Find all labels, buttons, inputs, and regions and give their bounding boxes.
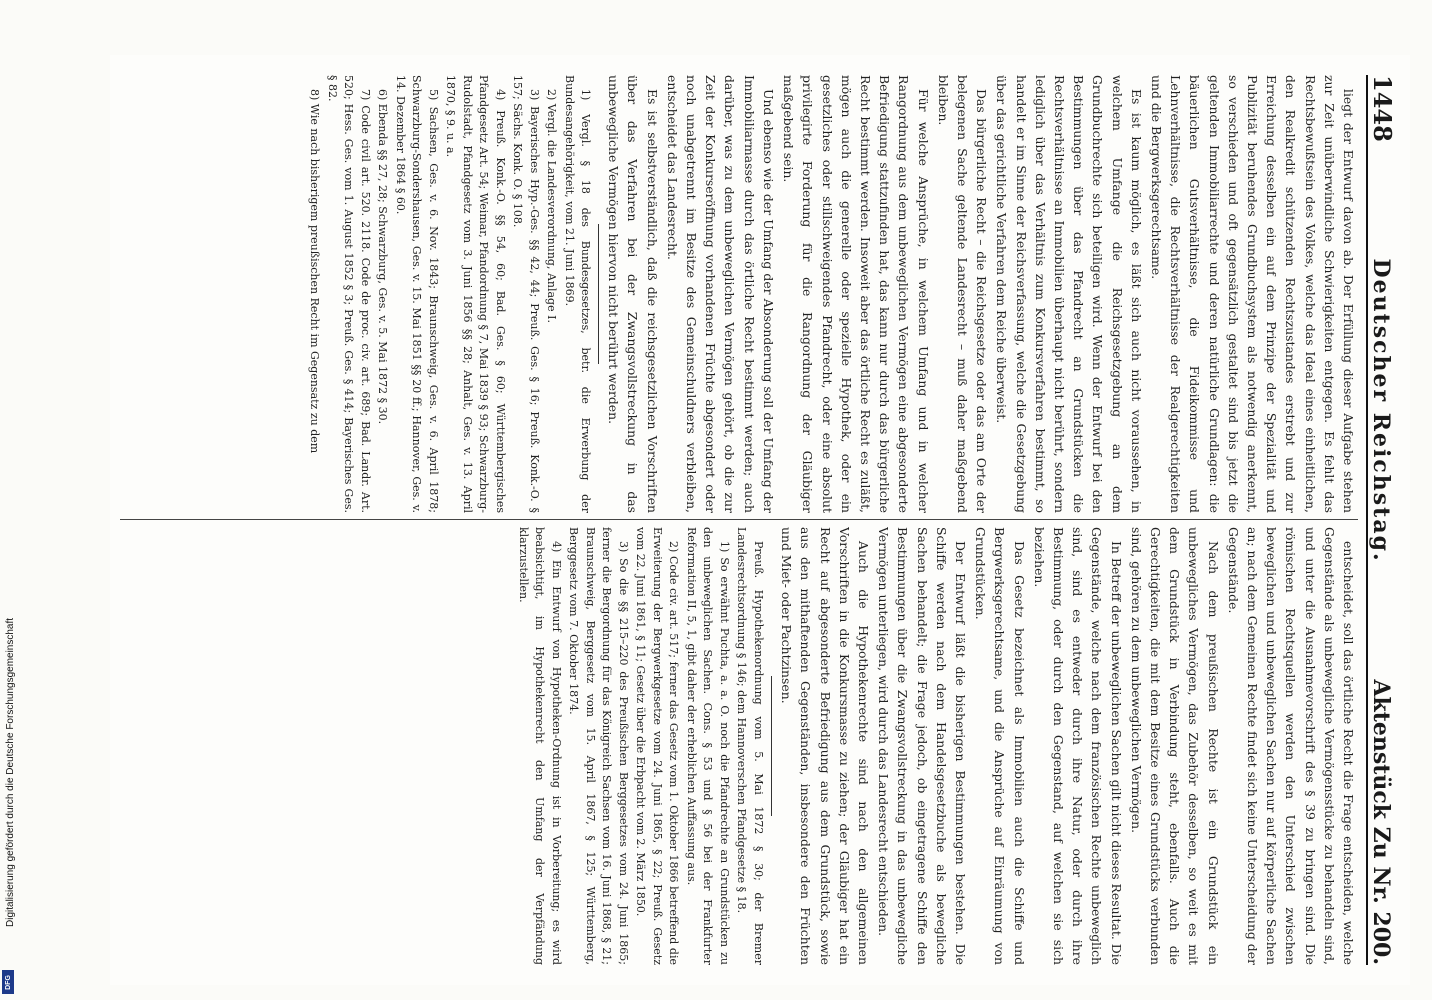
- footnote: 2) Vergl. die Landesverordnung, Anlage I.: [545, 89, 559, 323]
- paragraph: liegt der Entwurf davon ab. Der Erfüllung dieser Aufgabe stehen zur Zeit unüberwindliche Schwierigkeiten entgegen. Es fehlt das Rechtsbewußtsein des Volkes, welche das Ideal eines einheitlichen, den Realkredit schützenden Rechtszustandes erstrebt und zur Erreichung desselben ein auf dem Prinzipe der Spezialität und Publizität beruhendes Grundbuchsystem als notwendig anerkennt, so verschieden und oft gegensätzlich gestaltet sind bis jetzt die geltenden Immobiliarrechte und deren natürliche Grundlagen: die bäuerlichen Gutsverhältnisse, die Fideikommisse und Lehnverhältnisse, die Rechtsverhältnisse der Realgerechtigkeiten und die Bergwerksgerechtsame.: [1148, 75, 1356, 513]
- paragraph: Es ist selbstverständlich, daß die reichsgesetzlichen Vorschriften über das Verfahren bei der Zwangsvollstreckung in das unbewegliche Vermögen hiervon nicht berührt werden.: [606, 75, 660, 513]
- footnote-separator: [771, 676, 772, 816]
- paragraph: Es ist kaum möglich, es läßt sich auch nicht voraussehen, in welchem Umfange die Reichsgesetzgebung an dem Grundbuchrechte sich beteiligen wird. Wenn der Entwurf bei den Bestimmungen über das Pfandrecht an Grundstücken die Rechtsverhältnisse an Immobilien überhaupt nicht berührt, sondern lediglich über das Verhältnis zum Konkursverfahren bestimmt, so handelt er im Sinne der Reichsverfassung, welche die Gesetzgebung über das gerichtliche Verfahren dem Reiche überweist.: [994, 75, 1144, 513]
- footnote: 6) Ebenda §§ 27, 28; Schwarzburg, Ges. v. 5. Mai 1872 § 30.: [376, 89, 390, 425]
- paragraph: Und ebenso wie der Umfang der Absonderung soll der Umfang der Immobiliarmasse durch das örtliche Recht bestimmt werden; auch darüber, was zu dem unbeweglichen Vermögen gehört, ob die zur Zeit der Konkurseröffnung vorhandenen Früchte abgesondert oder noch unabgetrennt im Besitze des Gemeinschuldners verbleiben, entscheidet das Landesrecht.: [664, 75, 776, 513]
- paragraph: Für welche Ansprüche, in welchem Umfang und in welcher Rangordnung aus dem unbeweglichen Vermögen eine abgesonderte Befriedigung stattzufinden hat, das kann nur durch das bürgerliche Recht bestimmt werden. Insoweit aber das örtliche Recht es zuläßt, mögen auch die generelle oder spezielle Hypothek, oder ein gesetzliches oder stillschweigendes Pfandrecht, oder eine absolut privilegirte Forderung für die Rangordnung der Gläubiger maßgebend sein.: [781, 75, 931, 513]
- footnote: 1) Vergl. § 18 des Bundesgesetzes, betr. die Erwerbung der Bundesangehörigkeit, vom 21. Juni 1869.: [562, 75, 593, 513]
- footnote: 8) Wie nach bisherigem preußischen Recht im Gegensatz zu dem: [308, 89, 322, 454]
- page-number: 1448: [1368, 75, 1397, 142]
- right-column: [120, 527, 1358, 965]
- footnote: 3) Bayerisches Hyp.-Ges. §§ 42, 44; Preuß. Ges. § 16; Preuß. Konk.-O. § 157; Sächs. Konk. O. § 108.: [511, 75, 541, 513]
- footnote: 2) Code civ. art. 517; ferner das Gesetz vom 1. Oktober 1866 betreffend die Erweiterung der Bergwerkgesetze vom 24. Juni 1865, § 22; Preuß. Gesetz vom 22. Juni 1861, § 11; Gesetz über die Erbpacht vom 2. März 1850.: [634, 527, 681, 965]
- footnote: 5) Sachsen, Ges. v. 6. Nov. 1843; Braunschweig, Ges. v. 6. April 1878; Schwarzburg-Sondershausen, Ges. v. 15. Mai 1851 §§ 20 ff.; Hannover, Ges. v. 14. Dezember 1864 § 60.: [393, 75, 440, 513]
- footnote: 7) Code civil art. 520. 2118. Code de proc. civ. art. 689; Bad. Landr. Art. 520; Hess. Ges. vom 1. August 1852 § 3; Preuß. Ges. § 414; Bayerisches Ges. § 82.: [325, 75, 372, 513]
- footnote-separator: [598, 224, 599, 364]
- dfg-logo: [2, 970, 14, 994]
- paragraph: Nach dem preußischen Rechte ist ein Grundstück ein unbewegliches Vermögen, das Zubehör desselben, so weit es mit dem Grundstück in Verbindung steht, ebenfalls. Auch die Gerechtigkeiten, die mit dem Besitze eines Grundstücks verbunden sind, gehören zu dem unbeweglichen Vermögen.: [1128, 527, 1221, 965]
- paragraph: Auch die Hypothekenrechte sind nach den allgemeinen Vorschriften in die Konkursmasse zu ziehen; der Gläubiger hat ein Recht auf abgesonderte Befriedigung aus dem Grundstück, sowie aus den mithaftenden Gegenständen, insbesondere den Früchten und Miet- oder Pachtzinsen.: [779, 527, 871, 965]
- page-area: [110, 55, 1410, 985]
- footnote: 4) Ein Entwurf von Hypotheken-Ordnung ist in Vorbereitung; es wird beabsichtigt, im Hypothekenrecht den Umfang der Verpfändung klarzustellen.: [516, 527, 563, 965]
- paragraph: In Betreff der unbeweglichen Sachen gilt nicht dieses Resultat. Die Gegenstände, welche nach dem französischen Rechte unbeweglich sind, sind es entweder durch ihre Natur, oder durch ihre Bestimmung, oder durch den Gegenstand, auf welchen sie sich beziehen.: [1031, 527, 1124, 965]
- supplement-title: Aktenstück Zu Nr. 200.: [1368, 679, 1394, 965]
- page-header: [1366, 75, 1402, 965]
- footnote: 4) Preuß. Konk.-O. §§ 54, 60; Bad. Ges. § 60; Württembergisches Pfandgesetz Art. 54; Weimar, Pfandordnung § 7, Mai 1839 § 93; Schwarzburg-Rudolstadt, Pfandgesetz vom 3. Juni 1856 §§ 28; Anhalt, Ges. v. 13. April 1870, § 9. u. a.: [444, 75, 507, 513]
- dfg-logo-text: DFG: [4, 974, 12, 990]
- column-divider: [120, 519, 1358, 520]
- publication-title: Deutscher Reichstag.: [1368, 258, 1394, 563]
- digitization-note: Digitalisierung gefördert durch die Deutsche Forschungsgemeinschaft: [5, 617, 16, 927]
- paragraph: Das bürgerliche Recht – die Reichsgesetze oder das am Orte der belegenen Sache geltende Landesrecht – muß daher maßgebend bleiben.: [935, 75, 990, 513]
- paragraph: Der Entwurf läßt die bisherigen Bestimmungen bestehen. Die Schiffe werden nach dem Handelsgesetzbuche als bewegliche Sachen behandelt; die Frage jedoch, ob eingetragene Schiffe den Bestimmungen über die Zwangsvollstreckung in das unbewegliche Vermögen unterliegen, wird durch das Landesrecht entschieden.: [876, 527, 968, 965]
- left-column: [120, 75, 1358, 513]
- paragraph: Das Gesetz bezeichnet als Immobilien auch die Schiffe und Bergwerksgerechtsame, und die Ansprüche auf Einräumung von Grundstücken.: [973, 527, 1027, 965]
- rotated-page: [110, 55, 1410, 985]
- footnote: 3) So die §§ 215–220 des Preußischen Berggesetzes vom 24. Juni 1865; ferner die Bergordnung für das Königreich Sachsen vom 16. Juni 1868, § 21; Braunschweig, Berggesetz vom 15. April 1867, § 125; Württemberg, Berggesetz vom 7. Oktober 1874.: [567, 527, 630, 965]
- paragraph: entscheidet, soll das örtliche Recht die Frage entscheiden, welche Gegenstände als unbewegliche Vermögensstücke zu behandeln sind, und unter die Ausnahmevorschrift des § 39 zu bringen sind. Die römischen Rechtsquellen werden den Unterschied zwischen beweglichen und unbeweglichen Sachen nur auf körperliche Sachen an; nach dem Gemeinen Rechte findet sich keine Unterscheidung der Gegenstände.: [1225, 527, 1356, 965]
- footnote: Preuß. Hypothekenordnung vom 5. Mai 1872 § 30; der Bremer Landesrechtsordnung § 146; dem Hannoverschen Pfandgesetze § 18.: [735, 527, 765, 965]
- footnote: 1) So erwähnt Puchta, a. a. O. noch die Pfandrechte an Grundstücken zu den unbeweglichen Sachen. Cons. § 53 und § 56 bei der Frankfurter Reformation II, 5, 1, gibt daher der erheblichen Auffassung aus.: [684, 527, 731, 965]
